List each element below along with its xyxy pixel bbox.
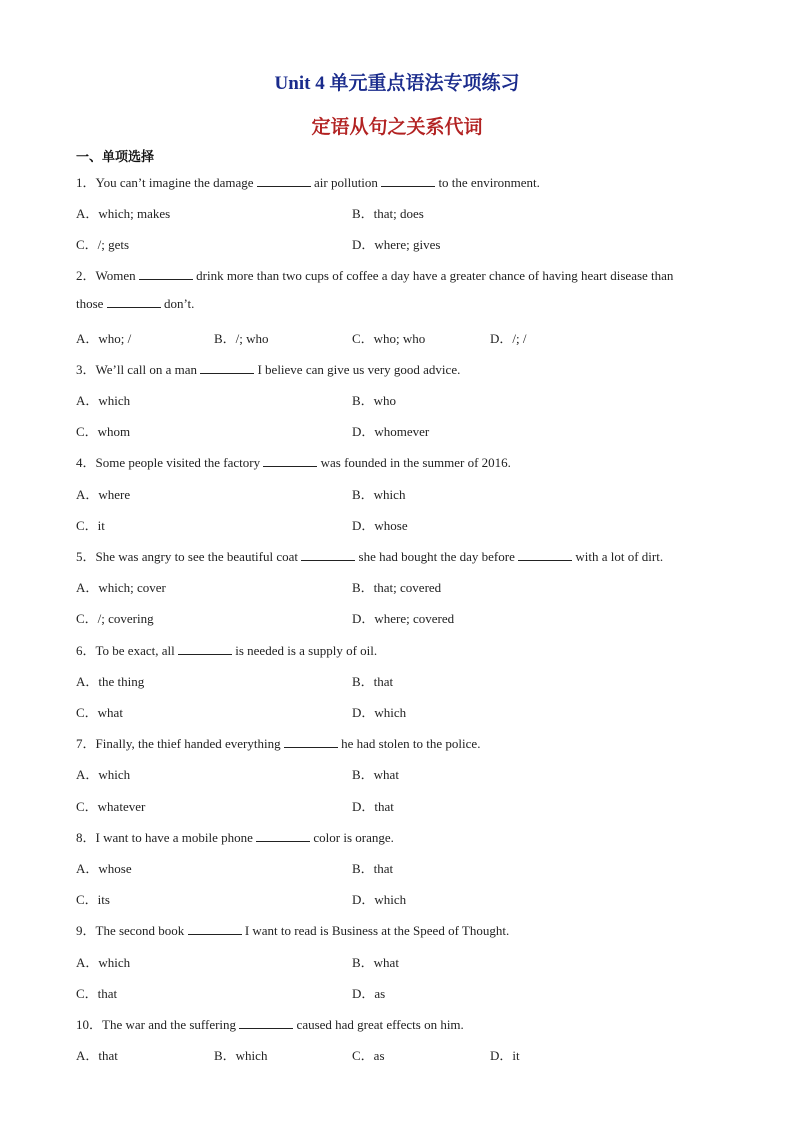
option-a[interactable]: A．the thing (76, 674, 145, 689)
option-a[interactable]: A．which (76, 767, 131, 782)
answer-blank (139, 268, 193, 280)
option-c[interactable]: C．whatever (76, 799, 146, 814)
option-a[interactable]: A．which; makes (76, 206, 171, 221)
question-7: 7．Finally, the thief handed everything he had stolen to the police. (76, 736, 481, 751)
answer-blank (284, 736, 338, 748)
option-a[interactable]: A．who; / (76, 331, 132, 346)
option-d[interactable]: D．that (352, 799, 394, 814)
section-heading: 一、单项选择 (76, 149, 155, 164)
option-c[interactable]: C．who; who (352, 331, 426, 346)
option-a[interactable]: A．that (76, 1048, 118, 1063)
option-c[interactable]: C．as (352, 1048, 385, 1063)
answer-blank (239, 1017, 293, 1029)
question-6: 6．To be exact, all is needed is a supply of oil. (76, 643, 378, 658)
question-1: 1．You can’t imagine the damage air pollution to the environment. (76, 175, 540, 190)
option-a[interactable]: A．which (76, 955, 131, 970)
question-8: 8．I want to have a mobile phone color is orange. (76, 830, 394, 845)
question-2: 2．Women drink more than two cups of coffee a day have a greater chance of having heart disease than (76, 268, 674, 283)
answer-blank (188, 923, 242, 935)
question-9: 9．The second book I want to read is Business at the Speed of Thought. (76, 923, 510, 938)
option-d[interactable]: D．whomever (352, 424, 430, 439)
option-b[interactable]: B．that; does (352, 206, 424, 221)
answer-blank (256, 830, 310, 842)
option-b[interactable]: B．that (352, 674, 394, 689)
option-b[interactable]: B．who (352, 393, 397, 408)
question-3: 3．We’ll call on a man I believe can give us very good advice. (76, 362, 461, 377)
answer-blank (263, 455, 317, 467)
option-d[interactable]: D．where; covered (352, 611, 455, 626)
option-d[interactable]: D．as (352, 986, 386, 1001)
question-4: 4．Some people visited the factory was founded in the summer of 2016. (76, 455, 511, 470)
option-b[interactable]: B．that; covered (352, 580, 442, 595)
option-b[interactable]: B．which (352, 487, 406, 502)
answer-blank (257, 175, 311, 187)
option-b[interactable]: B．/; who (214, 331, 269, 346)
document-subtitle: 定语从句之关系代词 (311, 117, 483, 138)
option-b[interactable]: B．that (352, 861, 394, 876)
option-c[interactable]: C．that (76, 986, 118, 1001)
question-2-continued: those don’t. (76, 296, 195, 311)
option-a[interactable]: A．which (76, 393, 131, 408)
answer-blank (518, 549, 572, 561)
answer-blank (381, 175, 435, 187)
option-b[interactable]: B．what (352, 955, 399, 970)
option-d[interactable]: D．whose (352, 518, 408, 533)
option-c[interactable]: C．whom (76, 424, 131, 439)
option-d[interactable]: D．where; gives (352, 237, 441, 252)
option-c[interactable]: C．its (76, 892, 110, 907)
option-d[interactable]: D．which (352, 892, 407, 907)
option-a[interactable]: A．which; cover (76, 580, 166, 595)
answer-blank (200, 362, 254, 374)
question-5: 5．She was angry to see the beautiful coat she had bought the day before with a lot of dirt. (76, 549, 664, 564)
option-d[interactable]: D．which (352, 705, 407, 720)
option-a[interactable]: A．where (76, 487, 131, 502)
option-c[interactable]: C．/; covering (76, 611, 154, 626)
answer-blank (301, 549, 355, 561)
option-d[interactable]: D．/; / (490, 331, 527, 346)
option-a[interactable]: A．whose (76, 861, 132, 876)
option-b[interactable]: B．what (352, 767, 399, 782)
document-title: Unit 4 单元重点语法专项练习 (274, 73, 520, 94)
option-c[interactable]: C．/; gets (76, 237, 130, 252)
option-d[interactable]: D．it (490, 1048, 520, 1063)
question-10: 10．The war and the suffering caused had great effects on him. (76, 1017, 464, 1032)
answer-blank (107, 296, 161, 308)
option-c[interactable]: C．what (76, 705, 123, 720)
option-c[interactable]: C．it (76, 518, 105, 533)
option-b[interactable]: B．which (214, 1048, 268, 1063)
answer-blank (178, 643, 232, 655)
